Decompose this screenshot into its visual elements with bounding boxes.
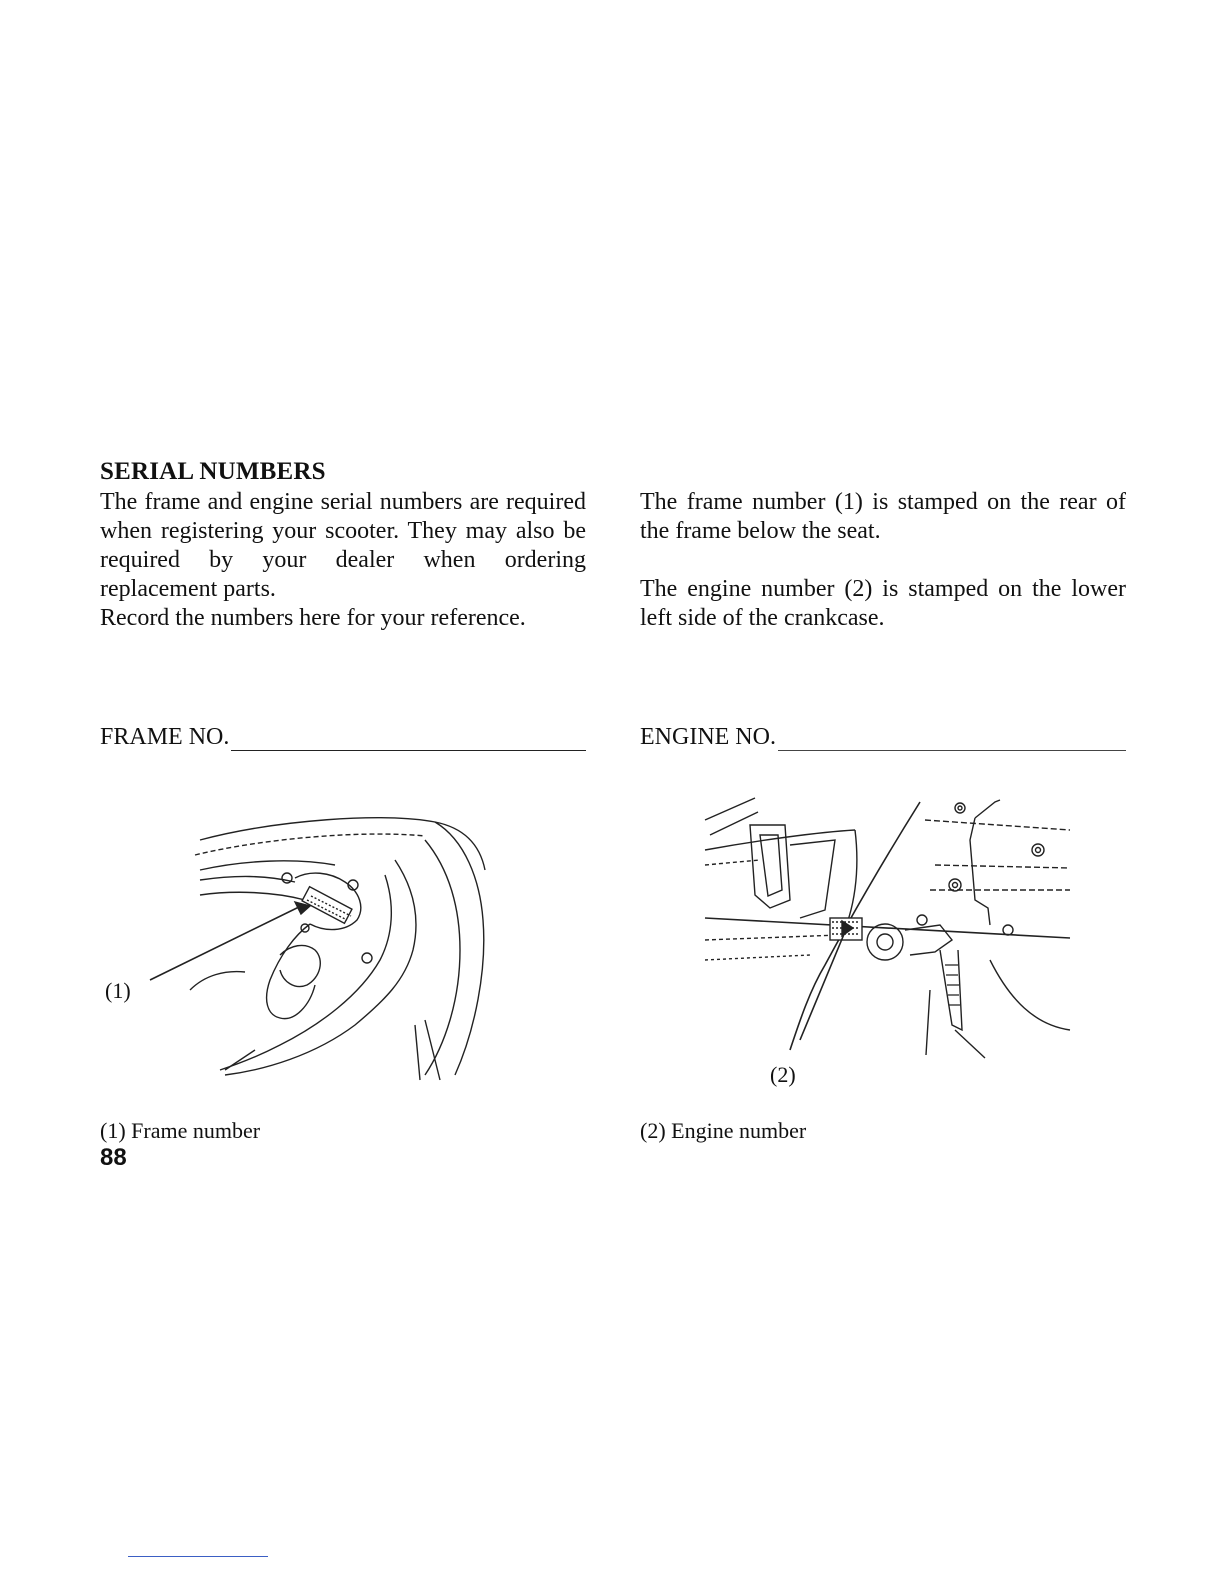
engine-number-blank[interactable] — [778, 728, 1126, 751]
section-heading: SERIAL NUMBERS — [100, 458, 326, 485]
intro-text-column — [100, 488, 586, 633]
record-paragraph: Record the numbers here for your reference. — [100, 605, 526, 631]
frame-location-paragraph: The frame number (1) is stamped on the rear of the frame below the seat. — [640, 489, 1126, 544]
location-text-column — [640, 488, 1126, 633]
engine-location-paragraph: The engine number (2) is stamped on the lower left side of the crankcase. — [640, 576, 1126, 631]
frame-number-field[interactable] — [100, 724, 586, 751]
page-number: 88 — [100, 1144, 127, 1171]
frame-number-label: FRAME NO. — [100, 724, 230, 750]
frame-number-blank[interactable] — [231, 728, 586, 751]
frame-number-caption: (1) Frame number — [100, 1118, 261, 1143]
engine-drawing — [705, 798, 1070, 1058]
engine-number-illustration — [690, 790, 1090, 1090]
frame-number-illustration — [95, 800, 515, 1090]
frame-callout-label: (1) — [105, 978, 131, 1003]
engine-number-caption: (2) Engine number — [640, 1118, 807, 1143]
intro-paragraph: The frame and engine serial numbers are required when registering your scooter. They may also be required by your dealer when ordering replacement parts. — [100, 489, 586, 602]
engine-callout-label: (2) — [770, 1062, 796, 1087]
engine-number-label: ENGINE NO. — [640, 724, 776, 750]
engine-number-field[interactable] — [640, 724, 1126, 751]
bottom-rule — [128, 1556, 268, 1557]
frame-drawing — [150, 818, 485, 1080]
